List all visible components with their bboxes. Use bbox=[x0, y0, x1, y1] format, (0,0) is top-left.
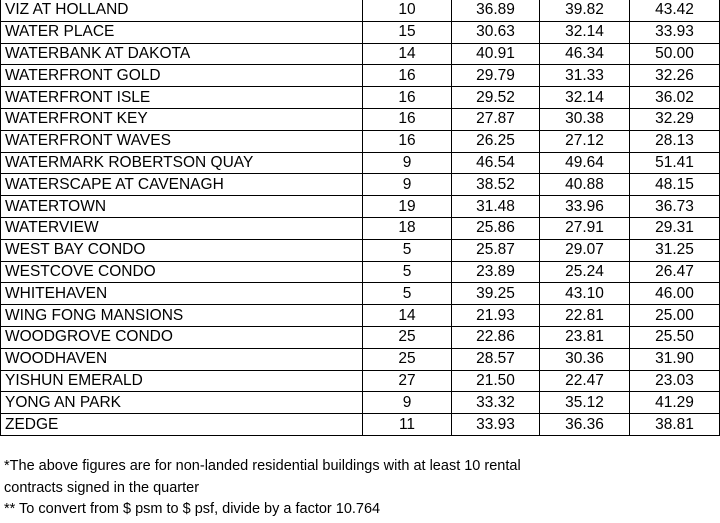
rent-75th-percentile-cell: 43.42 bbox=[630, 0, 720, 21]
rent-median-cell: 49.64 bbox=[540, 152, 630, 174]
project-name-cell: VIZ AT HOLLAND bbox=[1, 0, 363, 21]
rent-median-cell: 29.07 bbox=[540, 239, 630, 261]
rent-75th-percentile-cell: 33.93 bbox=[630, 21, 720, 43]
table-row bbox=[1, 239, 720, 261]
contract-count-cell: 25 bbox=[363, 326, 452, 348]
rent-25th-percentile-cell: 23.89 bbox=[452, 261, 540, 283]
rent-75th-percentile-cell: 25.50 bbox=[630, 326, 720, 348]
table-row bbox=[1, 348, 720, 370]
rent-25th-percentile-cell: 39.25 bbox=[452, 283, 540, 305]
project-name-cell: WATERFRONT KEY bbox=[1, 108, 363, 130]
project-name-cell: YONG AN PARK bbox=[1, 392, 363, 414]
table-row bbox=[1, 87, 720, 109]
rent-25th-percentile-cell: 31.48 bbox=[452, 196, 540, 218]
contract-count-cell: 9 bbox=[363, 152, 452, 174]
contract-count-cell: 16 bbox=[363, 87, 452, 109]
rent-25th-percentile-cell: 29.79 bbox=[452, 65, 540, 87]
rent-75th-percentile-cell: 28.13 bbox=[630, 130, 720, 152]
contract-count-cell: 16 bbox=[363, 130, 452, 152]
table-row bbox=[1, 21, 720, 43]
project-name-cell: WATERMARK ROBERTSON QUAY bbox=[1, 152, 363, 174]
contract-count-cell: 14 bbox=[363, 305, 452, 327]
rent-75th-percentile-cell: 25.00 bbox=[630, 305, 720, 327]
project-name-cell: WING FONG MANSIONS bbox=[1, 305, 363, 327]
rent-median-cell: 31.33 bbox=[540, 65, 630, 87]
rent-median-cell: 39.82 bbox=[540, 0, 630, 21]
project-name-cell: WATERFRONT ISLE bbox=[1, 87, 363, 109]
project-name-cell: YISHUN EMERALD bbox=[1, 370, 363, 392]
rent-median-cell: 30.38 bbox=[540, 108, 630, 130]
footnote-line-3: ** To convert from $ psm to $ psf, divide by a factor 10.764 bbox=[4, 501, 381, 517]
contract-count-cell: 27 bbox=[363, 370, 452, 392]
rent-25th-percentile-cell: 26.25 bbox=[452, 130, 540, 152]
rent-median-cell: 22.47 bbox=[540, 370, 630, 392]
rent-25th-percentile-cell: 21.50 bbox=[452, 370, 540, 392]
rent-median-cell: 33.96 bbox=[540, 196, 630, 218]
rent-25th-percentile-cell: 29.52 bbox=[452, 87, 540, 109]
contract-count-cell: 16 bbox=[363, 108, 452, 130]
rent-25th-percentile-cell: 33.32 bbox=[452, 392, 540, 414]
contract-count-cell: 11 bbox=[363, 414, 452, 436]
rent-75th-percentile-cell: 46.00 bbox=[630, 283, 720, 305]
project-name-cell: WATERFRONT WAVES bbox=[1, 130, 363, 152]
footnote-line-2: contracts signed in the quarter bbox=[4, 479, 200, 496]
project-name-cell: WESTCOVE CONDO bbox=[1, 261, 363, 283]
rent-25th-percentile-cell: 22.86 bbox=[452, 326, 540, 348]
rent-25th-percentile-cell: 38.52 bbox=[452, 174, 540, 196]
table-row bbox=[1, 130, 720, 152]
rent-75th-percentile-cell: 48.15 bbox=[630, 174, 720, 196]
project-name-cell: WOODHAVEN bbox=[1, 348, 363, 370]
rent-median-cell: 36.36 bbox=[540, 414, 630, 436]
rent-75th-percentile-cell: 29.31 bbox=[630, 217, 720, 239]
project-name-cell: WHITEHAVEN bbox=[1, 283, 363, 305]
project-name-cell: ZEDGE bbox=[1, 414, 363, 436]
table-row bbox=[1, 0, 720, 21]
table-row bbox=[1, 65, 720, 87]
project-name-cell: WATERSCAPE AT CAVENAGH bbox=[1, 174, 363, 196]
project-name-cell: WATERBANK AT DAKOTA bbox=[1, 43, 363, 65]
rent-median-cell: 25.24 bbox=[540, 261, 630, 283]
footnotes bbox=[4, 456, 704, 521]
project-name-cell: WEST BAY CONDO bbox=[1, 239, 363, 261]
rent-75th-percentile-cell: 51.41 bbox=[630, 152, 720, 174]
contract-count-cell: 5 bbox=[363, 283, 452, 305]
table-row bbox=[1, 108, 720, 130]
rent-75th-percentile-cell: 32.26 bbox=[630, 65, 720, 87]
rent-25th-percentile-cell: 28.57 bbox=[452, 348, 540, 370]
table-row bbox=[1, 326, 720, 348]
contract-count-cell: 9 bbox=[363, 392, 452, 414]
rent-median-cell: 32.14 bbox=[540, 21, 630, 43]
rent-75th-percentile-cell: 38.81 bbox=[630, 414, 720, 436]
rent-median-cell: 30.36 bbox=[540, 348, 630, 370]
contract-count-cell: 5 bbox=[363, 261, 452, 283]
rent-75th-percentile-cell: 50.00 bbox=[630, 43, 720, 65]
project-name-cell: WATERFRONT GOLD bbox=[1, 65, 363, 87]
table-row bbox=[1, 370, 720, 392]
rent-25th-percentile-cell: 25.86 bbox=[452, 217, 540, 239]
rent-25th-percentile-cell: 27.87 bbox=[452, 108, 540, 130]
rent-25th-percentile-cell: 33.93 bbox=[452, 414, 540, 436]
rent-median-cell: 22.81 bbox=[540, 305, 630, 327]
rent-75th-percentile-cell: 36.02 bbox=[630, 87, 720, 109]
rent-25th-percentile-cell: 46.54 bbox=[452, 152, 540, 174]
rent-75th-percentile-cell: 36.73 bbox=[630, 196, 720, 218]
table-row bbox=[1, 261, 720, 283]
rent-median-cell: 23.81 bbox=[540, 326, 630, 348]
contract-count-cell: 10 bbox=[363, 0, 452, 21]
rental-table-body bbox=[1, 0, 720, 435]
rent-25th-percentile-cell: 36.89 bbox=[452, 0, 540, 21]
rent-median-cell: 32.14 bbox=[540, 87, 630, 109]
rent-median-cell: 27.91 bbox=[540, 217, 630, 239]
table-row bbox=[1, 217, 720, 239]
contract-count-cell: 16 bbox=[363, 65, 452, 87]
project-name-cell: WATERVIEW bbox=[1, 217, 363, 239]
project-name-cell: WATER PLACE bbox=[1, 21, 363, 43]
table-row bbox=[1, 43, 720, 65]
rent-median-cell: 43.10 bbox=[540, 283, 630, 305]
rent-75th-percentile-cell: 41.29 bbox=[630, 392, 720, 414]
rent-25th-percentile-cell: 40.91 bbox=[452, 43, 540, 65]
project-name-cell: WATERTOWN bbox=[1, 196, 363, 218]
table-row bbox=[1, 196, 720, 218]
rent-median-cell: 27.12 bbox=[540, 130, 630, 152]
table-row bbox=[1, 283, 720, 305]
rent-75th-percentile-cell: 32.29 bbox=[630, 108, 720, 130]
contract-count-cell: 25 bbox=[363, 348, 452, 370]
table-row bbox=[1, 152, 720, 174]
rent-75th-percentile-cell: 23.03 bbox=[630, 370, 720, 392]
rent-median-cell: 35.12 bbox=[540, 392, 630, 414]
project-name-cell: WOODGROVE CONDO bbox=[1, 326, 363, 348]
rent-25th-percentile-cell: 30.63 bbox=[452, 21, 540, 43]
table-row bbox=[1, 392, 720, 414]
rent-25th-percentile-cell: 21.93 bbox=[452, 305, 540, 327]
table-row bbox=[1, 174, 720, 196]
contract-count-cell: 5 bbox=[363, 239, 452, 261]
contract-count-cell: 19 bbox=[363, 196, 452, 218]
table-row bbox=[1, 414, 720, 436]
rent-median-cell: 46.34 bbox=[540, 43, 630, 65]
table-row bbox=[1, 305, 720, 327]
contract-count-cell: 18 bbox=[363, 217, 452, 239]
rent-median-cell: 40.88 bbox=[540, 174, 630, 196]
contract-count-cell: 14 bbox=[363, 43, 452, 65]
footnote-line-1: *The above figures are for non-landed residential buildings with at least 10 rental bbox=[4, 458, 521, 474]
rent-75th-percentile-cell: 26.47 bbox=[630, 261, 720, 283]
contract-count-cell: 9 bbox=[363, 174, 452, 196]
contract-count-cell: 15 bbox=[363, 21, 452, 43]
rent-25th-percentile-cell: 25.87 bbox=[452, 239, 540, 261]
rent-75th-percentile-cell: 31.25 bbox=[630, 239, 720, 261]
rent-75th-percentile-cell: 31.90 bbox=[630, 348, 720, 370]
